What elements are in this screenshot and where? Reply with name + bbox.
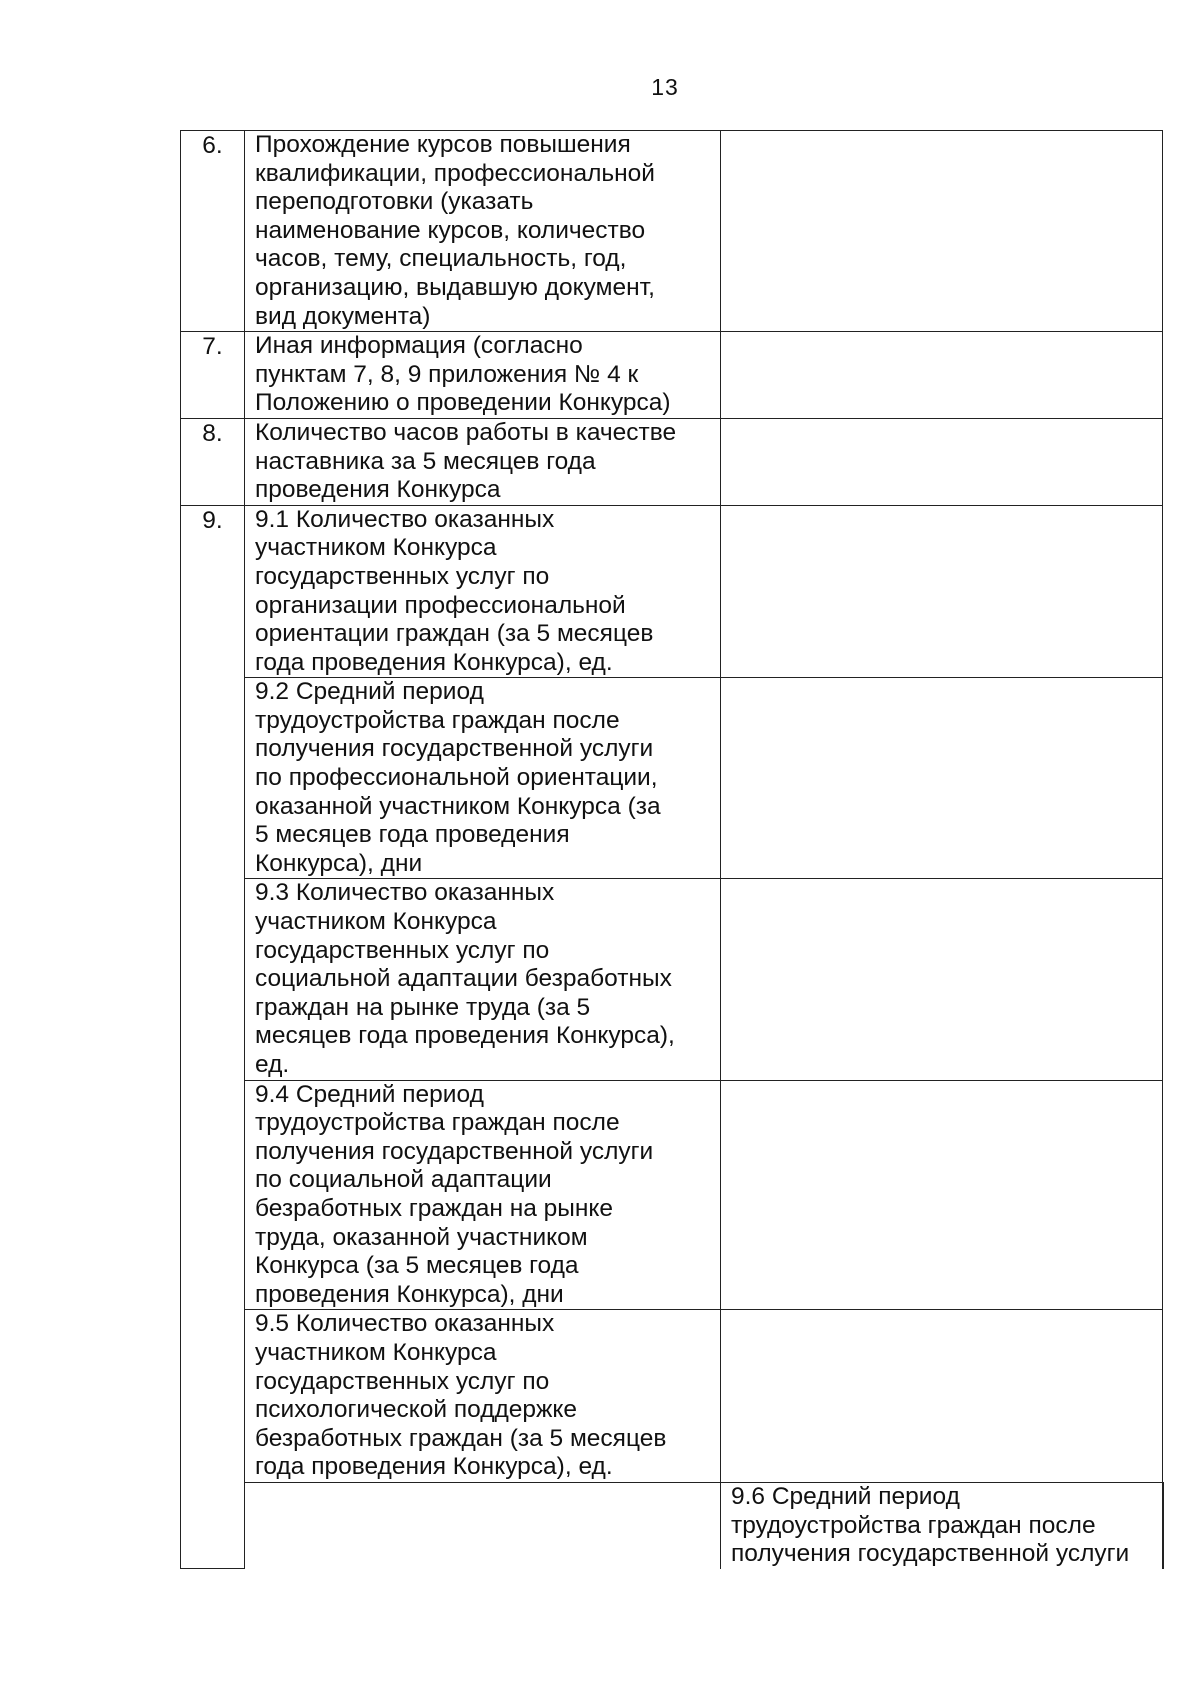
description-line: вид документа) [255,302,431,330]
description-line: трудоустройства граждан после [731,1511,1096,1539]
description-line: по профессиональной ориентации, [255,764,658,792]
row-description [245,505,721,678]
row-number: 9. [181,505,245,1568]
row-number: 6. [181,131,245,332]
description-line: 9.2 Средний период [255,678,484,706]
description-line: получения государственной услуги [731,1540,1130,1568]
description-line: граждан на рынке труда (за 5 [255,993,591,1021]
row-value-field[interactable] [721,505,1163,678]
table-row [181,131,1164,332]
description-line: пунктам 7, 8, 9 приложения № 4 к [255,360,639,388]
row-number [245,1482,721,1568]
table-row [181,332,1164,419]
description-line: безработных граждан на рынке [255,1194,614,1222]
description-line: труда, оказанной участником [255,1223,588,1251]
description-line: квалификации, профессиональной [255,159,655,187]
description-line: получения государственной услуги [255,735,654,763]
description-line: организацию, выдавшую документ, [255,273,655,301]
description-line: 9.4 Средний период [255,1080,484,1108]
table-row [181,678,1164,879]
description-line: Иная информация (согласно [255,332,583,360]
description-line: месяцев года проведения Конкурса), [255,1022,675,1050]
description-line: проведения Конкурса [255,476,501,504]
table-row [181,1310,1164,1483]
description-line: Прохождение курсов повышения [255,131,631,158]
description-line: государственных услуг по [255,562,550,590]
description-line: трудоустройства граждан после [255,1109,620,1137]
description-line: ед. [255,1051,290,1078]
description-line: Положению о проведении Конкурса) [255,389,671,417]
description-line: наименование курсов, количество [255,216,646,244]
row-value-field[interactable] [721,332,1163,419]
table-row [181,879,1164,1080]
description-line: наставника за 5 месяцев года [255,447,596,475]
description-line: проведения Конкурса), дни [255,1280,564,1308]
row-description [245,1080,721,1310]
row-value-field[interactable] [1163,1482,1164,1568]
row-value-field[interactable] [721,418,1163,505]
description-line: Конкурса (за 5 месяцев года [255,1252,579,1280]
row-description [245,332,721,419]
row-number: 7. [181,332,245,419]
description-line: участником Конкурса [255,908,497,936]
description-line: государственных услуг по [255,1367,550,1395]
row-value-field[interactable] [721,1310,1163,1483]
description-line: участником Конкурса [255,534,497,562]
row-description [245,131,721,332]
row-description [721,1482,1163,1568]
description-line: 9.3 Количество оказанных [255,879,555,907]
description-line: по социальной адаптации [255,1166,552,1194]
description-line: 9.6 Средний период [731,1482,960,1510]
description-line: оказанной участником Конкурса (за [255,792,661,820]
form-table-body [181,131,1164,1569]
row-number: 8. [181,418,245,505]
description-line: ориентации граждан (за 5 месяцев [255,620,654,648]
row-value-field[interactable] [721,1080,1163,1310]
table-row [181,1080,1164,1310]
row-description [245,1310,721,1483]
description-line: 5 месяцев года проведения [255,821,570,849]
table-row [181,1482,1164,1568]
description-line: организации профессиональной [255,591,626,619]
description-line: социальной адаптации безработных [255,965,672,993]
row-description [245,879,721,1080]
description-line: безработных граждан (за 5 месяцев [255,1424,667,1452]
description-line: психологической поддержке [255,1396,578,1424]
description-line: государственных услуг по [255,936,550,964]
form-table [180,130,1164,1569]
description-line: Количество часов работы в качестве [255,418,677,446]
description-line: часов, тему, специальность, год, [255,245,627,273]
row-value-field[interactable] [721,678,1163,879]
description-line: участником Конкурса [255,1338,497,1366]
row-description [245,678,721,879]
row-value-field[interactable] [721,131,1163,332]
description-line: 9.1 Количество оказанных [255,505,555,533]
description-line: 9.5 Количество оказанных [255,1310,555,1338]
description-line: получения государственной услуги [255,1137,654,1165]
description-line: трудоустройства граждан после [255,706,620,734]
row-description [245,418,721,505]
description-line: года проведения Конкурса), ед. [255,1453,613,1481]
description-line: года проведения Конкурса), ед. [255,648,613,676]
table-row [181,505,1164,678]
description-line: Конкурса), дни [255,849,423,877]
page-number: 13 [651,74,679,100]
row-value-field[interactable] [721,879,1163,1080]
description-line: переподготовки (указать [255,188,534,216]
table-row [181,418,1164,505]
